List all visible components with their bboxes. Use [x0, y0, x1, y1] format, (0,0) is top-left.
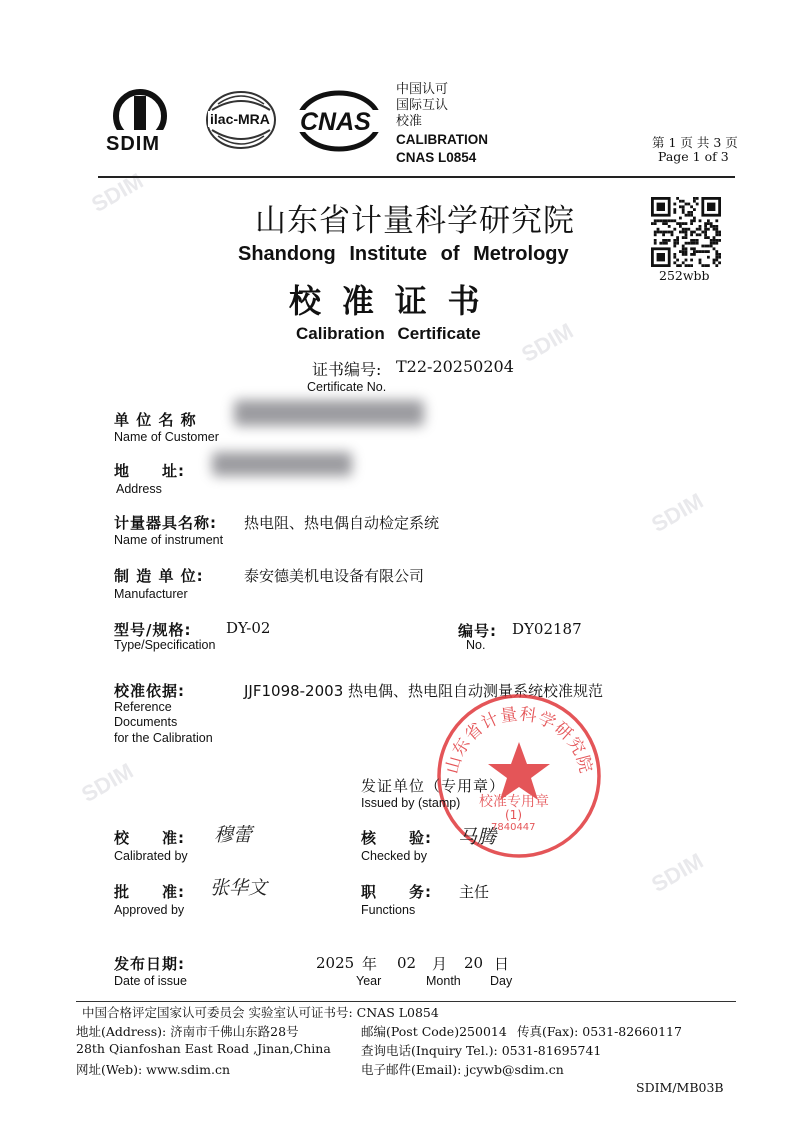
qr-module — [682, 261, 685, 264]
qr-module — [710, 239, 713, 242]
qr-module — [651, 222, 654, 225]
qr-module — [687, 242, 690, 245]
qr-module — [654, 233, 657, 236]
qr-module — [718, 256, 721, 259]
serial-label-en: No. — [466, 638, 486, 652]
qr-module — [657, 231, 660, 234]
qr-module — [687, 203, 690, 206]
qr-module — [679, 217, 682, 220]
qr-module — [713, 261, 716, 264]
qr-module — [707, 236, 710, 239]
qr-module — [713, 259, 716, 262]
issue-month-value: 02 — [397, 954, 417, 972]
qr-module — [713, 228, 716, 231]
qr-module — [715, 259, 718, 262]
qr-module — [704, 236, 707, 239]
institute-name-en: Shandong Institute of Metrology — [238, 243, 569, 265]
checked-by-label: 核 验: — [361, 829, 432, 847]
qr-module — [673, 239, 676, 242]
cnas-accreditation-text — [396, 82, 488, 166]
qr-module — [690, 242, 693, 245]
qr-module — [693, 231, 696, 234]
qr-module — [704, 231, 707, 234]
qr-module — [668, 231, 671, 234]
qr-module — [687, 264, 690, 267]
stamp-serial-text: 7840447 — [491, 822, 536, 833]
qr-module — [685, 222, 688, 225]
footer-web: 网址(Web): www.sdim.cn — [76, 1062, 231, 1077]
qr-module — [685, 236, 688, 239]
qr-module — [715, 264, 718, 267]
qr-module — [687, 228, 690, 231]
certificate-number-label: 证书编号: — [312, 360, 382, 379]
qr-module — [679, 231, 682, 234]
functions-label: 职 务: — [361, 883, 432, 901]
calibrated-by-label: 校 准: — [114, 829, 185, 847]
qr-module — [713, 236, 716, 239]
issued-by-label: 发证单位（专用章） — [361, 777, 506, 795]
qr-module — [693, 247, 696, 250]
qr-module — [673, 261, 676, 264]
qr-code-label: 252wbb — [659, 268, 710, 283]
type-label: 型号/规格: — [114, 621, 192, 639]
certificate-title-cn: 校 准 证 书 — [289, 283, 486, 319]
qr-module — [707, 250, 710, 253]
qr-module — [696, 228, 699, 231]
qr-module — [685, 264, 688, 267]
qr-module — [707, 245, 710, 248]
qr-module — [668, 219, 671, 222]
qr-module — [685, 228, 688, 231]
qr-module — [673, 256, 676, 259]
certificate-title-en: Calibration Certificate — [296, 324, 481, 343]
cnas-line-4: CALIBRATION — [396, 132, 488, 147]
qr-module — [715, 225, 718, 228]
instrument-label: 计量器具名称: — [114, 514, 217, 532]
stamp-bottom-text: 校准专用章 — [479, 794, 549, 810]
qr-module — [713, 242, 716, 245]
cnas-line-5: CNAS L0854 — [396, 150, 477, 165]
sdim-logo-text: SDIM — [106, 133, 160, 155]
qr-module — [662, 222, 665, 225]
qr-module — [682, 253, 685, 256]
qr-module — [662, 233, 665, 236]
qr-module — [682, 236, 685, 239]
qr-module — [682, 245, 685, 248]
qr-module — [713, 247, 716, 250]
qr-module — [673, 219, 676, 222]
reference-label-en-3: for the Calibration — [114, 731, 213, 745]
header-rule — [98, 176, 735, 178]
qr-module — [707, 222, 710, 225]
qr-module — [679, 264, 682, 267]
qr-module — [693, 208, 696, 211]
qr-module — [659, 242, 662, 245]
qr-module — [710, 222, 713, 225]
qr-module — [693, 219, 696, 222]
ilac-mra-logo — [202, 88, 280, 152]
qr-module — [718, 231, 721, 234]
issue-month-en: Month — [426, 974, 461, 988]
address-redacted — [212, 452, 352, 476]
qr-module — [704, 233, 707, 236]
qr-module — [687, 211, 690, 214]
approved-by-label-en: Approved by — [114, 903, 185, 917]
qr-module — [685, 233, 688, 236]
qr-module — [682, 250, 685, 253]
qr-module — [682, 208, 685, 211]
qr-module — [673, 208, 676, 211]
qr-module — [676, 264, 679, 267]
qr-module — [687, 214, 690, 217]
qr-module — [685, 253, 688, 256]
manufacturer-value: 泰安德美机电设备有限公司 — [244, 567, 425, 585]
qr-module — [679, 205, 682, 208]
address-label-en: Address — [116, 482, 162, 496]
qr-module — [690, 247, 693, 250]
qr-module — [715, 242, 718, 245]
qr-module — [715, 228, 718, 231]
issue-month-cn: 月 — [432, 955, 448, 973]
qr-module — [704, 245, 707, 248]
footer-address-cn: 地址(Address): 济南市千佛山东路28号 — [76, 1024, 299, 1039]
qr-module — [659, 231, 662, 234]
qr-module — [696, 197, 699, 200]
cnas-line-3: 校准 — [396, 114, 423, 129]
qr-module — [699, 250, 702, 253]
qr-finder — [657, 253, 665, 261]
qr-module — [696, 250, 699, 253]
qr-module — [699, 219, 702, 222]
sdim-logo — [104, 88, 176, 156]
issue-day-value: 20 — [464, 954, 484, 972]
qr-module — [690, 264, 693, 267]
institute-name-cn: 山东省计量科学研究院 — [255, 203, 575, 239]
qr-module — [690, 253, 693, 256]
qr-module — [707, 256, 710, 259]
qr-module — [665, 239, 668, 242]
qr-module — [685, 242, 688, 245]
qr-module — [690, 211, 693, 214]
address-label: 地 址: — [114, 462, 185, 480]
functions-label-en: Functions — [361, 903, 416, 917]
qr-module — [710, 242, 713, 245]
qr-module — [662, 231, 665, 234]
cnas-line-2: 国际互认 — [396, 98, 449, 113]
qr-module — [718, 261, 721, 264]
calibrated-by-signature: 穆蕾 — [214, 824, 253, 846]
footer-address-en: 28th Qianfoshan East Road ,Jinan,China — [76, 1041, 331, 1056]
qr-module — [710, 245, 713, 248]
qr-module — [715, 250, 718, 253]
qr-module — [707, 264, 710, 267]
qr-module — [662, 219, 665, 222]
qr-module — [715, 256, 718, 259]
qr-module — [676, 197, 679, 200]
qr-module — [682, 231, 685, 234]
qr-module — [704, 228, 707, 231]
qr-module — [671, 233, 674, 236]
qr-module — [682, 222, 685, 225]
page-indicator-cn: 第 1 页 共 3 页 — [652, 135, 738, 150]
footer-postcode: 邮编(Post Code)250014 — [361, 1024, 507, 1039]
issue-date-label: 发布日期: — [114, 955, 185, 973]
qr-module — [704, 264, 707, 267]
qr-module — [679, 200, 682, 203]
qr-module — [676, 239, 679, 242]
qr-module — [673, 245, 676, 248]
stamp-number-text: (1) — [505, 808, 522, 822]
checked-by-signature: 马腾 — [458, 826, 497, 848]
svg-text:山东省计量科学研究院: 山东省计量科学研究院 — [442, 704, 596, 776]
qr-finder — [707, 203, 715, 211]
qr-module — [701, 264, 704, 267]
qr-module — [690, 214, 693, 217]
qr-module — [693, 197, 696, 200]
ilac-mra-logo-text: ilac-MRA — [210, 111, 270, 127]
qr-module — [690, 239, 693, 242]
serial-label: 编号: — [458, 622, 497, 640]
qr-module — [679, 222, 682, 225]
qr-module — [679, 250, 682, 253]
qr-module — [673, 228, 676, 231]
qr-module — [676, 236, 679, 239]
qr-module — [715, 239, 718, 242]
qr-module — [654, 222, 657, 225]
qr-module — [704, 222, 707, 225]
qr-module — [682, 228, 685, 231]
qr-module — [685, 203, 688, 206]
customer-label: 单 位 名 称 — [114, 411, 197, 429]
cnas-line-1: 中国认可 — [396, 82, 449, 97]
footer-fax: 传真(Fax): 0531-82660117 — [517, 1024, 682, 1039]
qr-module — [693, 242, 696, 245]
qr-module — [710, 225, 713, 228]
qr-module — [662, 239, 665, 242]
qr-module — [654, 231, 657, 234]
qr-module — [673, 253, 676, 256]
qr-module — [699, 261, 702, 264]
qr-module — [676, 242, 679, 245]
issue-year-cn: 年 — [362, 955, 378, 973]
qr-module — [662, 242, 665, 245]
qr-module — [713, 225, 716, 228]
certificate-number-value: T22-20250204 — [396, 357, 514, 376]
issue-day-cn: 日 — [494, 955, 510, 973]
qr-module — [673, 211, 676, 214]
qr-module — [682, 205, 685, 208]
cnas-logo-text: CNAS — [300, 108, 371, 136]
approved-by-signature: 张华文 — [210, 877, 268, 899]
qr-module — [671, 219, 674, 222]
checked-by-label-en: Checked by — [361, 849, 428, 863]
qr-module — [657, 219, 660, 222]
qr-module — [685, 231, 688, 234]
issue-year-value: 2025 — [316, 954, 355, 972]
instrument-value: 热电阻、热电偶自动检定系统 — [244, 514, 440, 532]
qr-module — [679, 225, 682, 228]
issue-day-en: Day — [490, 974, 513, 988]
type-value: DY-02 — [226, 619, 271, 637]
issue-date-label-en: Date of issue — [114, 974, 187, 988]
reference-label-en-2: Documents — [114, 715, 178, 729]
qr-module — [665, 242, 668, 245]
qr-module — [682, 211, 685, 214]
qr-module — [665, 219, 668, 222]
qr-module — [682, 200, 685, 203]
qr-module — [704, 250, 707, 253]
manufacturer-label: 制 造 单 位: — [114, 567, 204, 585]
issue-year-en: Year — [356, 974, 382, 988]
qr-module — [682, 247, 685, 250]
page-indicator-en: Page 1 of 3 — [658, 149, 729, 164]
qr-module — [699, 225, 702, 228]
qr-module — [699, 228, 702, 231]
qr-module — [715, 253, 718, 256]
qr-code — [651, 197, 721, 267]
manufacturer-label-en: Manufacturer — [114, 587, 188, 601]
qr-module — [718, 233, 721, 236]
reference-value: JJF1098-2003 热电偶、热电阻自动测量系统校准规范 — [244, 682, 604, 700]
qr-module — [654, 242, 657, 245]
qr-module — [685, 250, 688, 253]
qr-module — [701, 245, 704, 248]
footer-inquiry: 查询电话(Inquiry Tel.): 0531-81695741 — [361, 1043, 602, 1058]
qr-module — [657, 228, 660, 231]
qr-module — [673, 242, 676, 245]
reference-label: 校准依据: — [114, 682, 185, 700]
qr-module — [699, 259, 702, 262]
qr-module — [690, 219, 693, 222]
qr-module — [693, 200, 696, 203]
qr-module — [673, 203, 676, 206]
qr-module — [685, 259, 688, 262]
approved-by-label: 批 准: — [114, 883, 185, 901]
qr-module — [718, 253, 721, 256]
footer-email: 电子邮件(Email): jcywb@sdim.cn — [361, 1062, 564, 1077]
instrument-label-en: Name of instrument — [114, 533, 224, 547]
qr-module — [718, 239, 721, 242]
qr-module — [665, 222, 668, 225]
qr-module — [707, 228, 710, 231]
footer-accreditation: 中国合格评定国家认可委员会 实验室认可证书号: CNAS L0854 — [82, 1005, 439, 1020]
qr-module — [654, 219, 657, 222]
qr-finder — [657, 203, 665, 211]
qr-module — [693, 217, 696, 220]
customer-redacted — [234, 400, 424, 426]
qr-module — [676, 259, 679, 262]
qr-module — [707, 219, 710, 222]
qr-module — [690, 205, 693, 208]
qr-module — [715, 231, 718, 234]
qr-module — [713, 239, 716, 242]
serial-value: DY02187 — [512, 620, 582, 638]
qr-module — [668, 225, 671, 228]
qr-module — [671, 231, 674, 234]
type-label-en: Type/Specification — [114, 638, 216, 652]
functions-value: 主任 — [459, 883, 490, 901]
qr-module — [704, 225, 707, 228]
footer-rule — [76, 1001, 736, 1002]
qr-module — [693, 239, 696, 242]
footer-form-code: SDIM/MB03B — [636, 1080, 724, 1095]
calibrated-by-label-en: Calibrated by — [114, 849, 188, 863]
qr-module — [696, 203, 699, 206]
cnas-logo — [296, 90, 382, 152]
qr-module — [690, 233, 693, 236]
qr-module — [715, 233, 718, 236]
qr-module — [699, 233, 702, 236]
reference-label-en-1: Reference — [114, 700, 172, 714]
qr-module — [665, 231, 668, 234]
qr-module — [654, 239, 657, 242]
qr-module — [690, 259, 693, 262]
qr-module — [685, 247, 688, 250]
qr-module — [696, 239, 699, 242]
qr-module — [701, 250, 704, 253]
qr-module — [693, 253, 696, 256]
qr-module — [690, 231, 693, 234]
qr-module — [696, 233, 699, 236]
certificate-number-label-en: Certificate No. — [307, 380, 387, 394]
qr-module — [696, 242, 699, 245]
qr-module — [685, 214, 688, 217]
customer-label-en: Name of Customer — [114, 430, 219, 444]
qr-module — [659, 219, 662, 222]
qr-module — [701, 231, 704, 234]
qr-module — [715, 219, 718, 222]
qr-module — [676, 222, 679, 225]
qr-module — [668, 239, 671, 242]
qr-module — [690, 222, 693, 225]
issued-by-label-en: Issued by (stamp) — [361, 796, 461, 810]
qr-module — [693, 250, 696, 253]
